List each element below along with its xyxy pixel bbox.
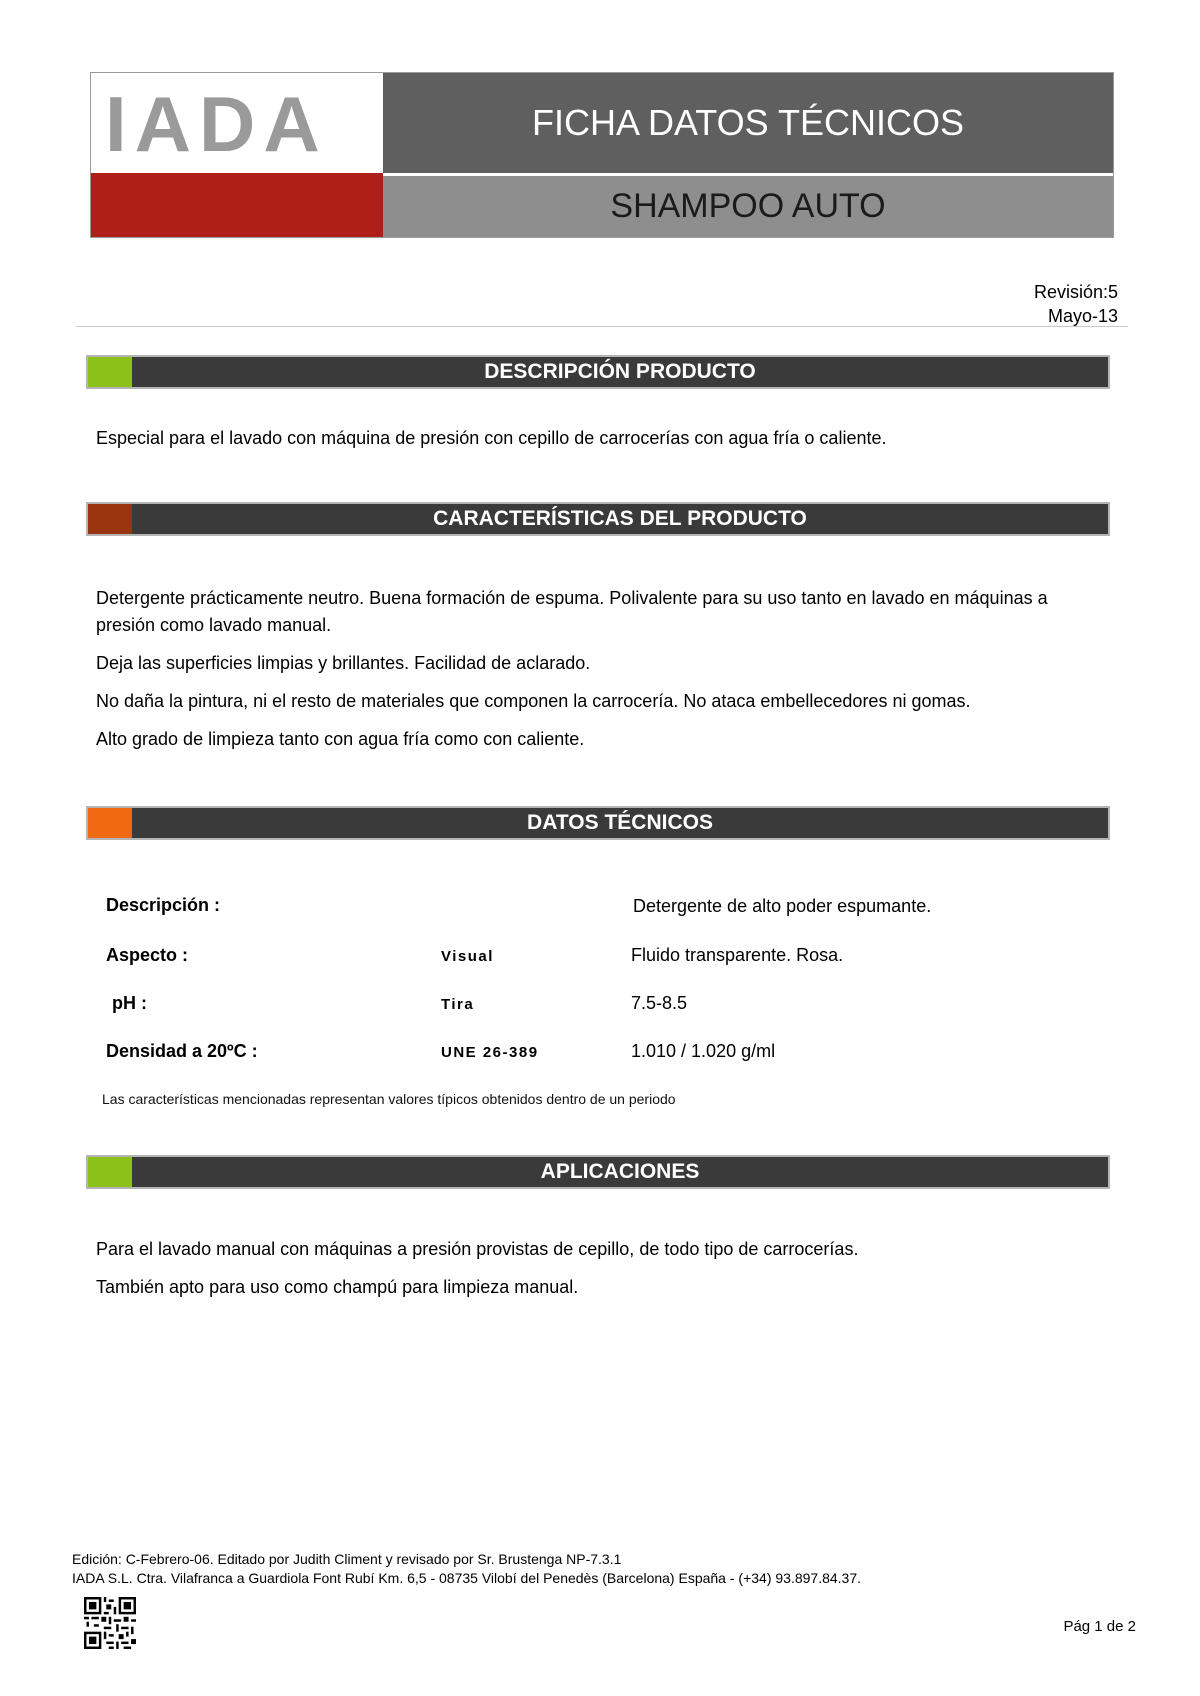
document-title: FICHA DATOS TÉCNICOS — [531, 102, 965, 143]
application-paragraph: Para el lavado manual con máquinas a presión provistas de cepillo, de todo tipo de carrocerías. — [96, 1239, 859, 1259]
section-title: APLICACIONES — [540, 1160, 700, 1183]
tech-method: UNE 26-389 — [441, 1044, 539, 1061]
section-title: DATOS TÉCNICOS — [527, 811, 713, 834]
section-accent — [88, 504, 132, 534]
tech-label: Aspecto : — [106, 945, 189, 965]
section-header-descripcion — [86, 355, 1110, 389]
section-header-aplicaciones — [86, 1155, 1110, 1189]
subtitle-box — [383, 176, 1113, 237]
tech-value: 7.5-8.5 — [631, 993, 688, 1013]
title-box — [383, 73, 1113, 173]
revision-number: Revisión:5 — [1033, 282, 1118, 302]
section-accent — [88, 357, 132, 387]
characteristic-paragraph: Deja las superficies limpias y brillantes. Facilidad de aclarado. — [96, 653, 591, 673]
tech-method: Tira — [441, 996, 475, 1013]
tech-value: Fluido transparente. Rosa. — [631, 945, 844, 965]
brand-red-band — [91, 173, 383, 237]
logo-area — [91, 73, 383, 173]
revision-date: Mayo-13 — [1047, 306, 1118, 326]
tech-label: Densidad a 20ºC : — [106, 1041, 258, 1061]
footer-address: IADA S.L. Ctra. Vilafranca a Guardiola Font Rubí Km. 6,5 - 08735 Vilobí del Penedès (Barcelona) España - (+34) 93.897.84.37. — [72, 1570, 862, 1586]
section-accent — [88, 808, 132, 838]
qr-code-icon — [84, 1597, 136, 1649]
tech-label: pH : — [112, 993, 147, 1013]
description-text: Especial para el lavado con máquina de presión con cepillo de carrocerías con agua fría o caliente. — [96, 428, 887, 448]
revision-block — [1034, 280, 1118, 328]
page-number: Pág 1 de 2 — [1063, 1618, 1136, 1635]
tech-value: 1.010 / 1.020 g/ml — [631, 1041, 776, 1061]
characteristic-paragraph: Detergente prácticamente neutro. Buena formación de espuma. Polivalente para su uso tanto en lavado en máquinas a presión como lavado manual. — [96, 588, 1048, 635]
divider — [76, 326, 1128, 327]
section-header-datos-tecnicos — [86, 806, 1110, 840]
tech-label: Descripción : — [106, 895, 221, 915]
document-header — [90, 72, 1114, 238]
footer-edition: Edición: C-Febrero-06. Editado por Judith Climent y revisado por Sr. Brustenga NP-7.3.1 — [72, 1551, 622, 1567]
section-accent — [88, 1157, 132, 1187]
typical-values-note: Las características mencionadas representan valores típicos obtenidos dentro de un periodo — [102, 1091, 676, 1107]
product-name: SHAMPOO AUTO — [610, 187, 886, 225]
characteristic-paragraph: No daña la pintura, ni el resto de materiales que componen la carrocería. No ataca embellecedores ni gomas. — [96, 691, 971, 711]
section-header-caracteristicas — [86, 502, 1110, 536]
tech-method: Visual — [441, 948, 494, 965]
application-paragraph: También apto para uso como champú para limpieza manual. — [96, 1277, 579, 1297]
section-title: DESCRIPCIÓN PRODUCTO — [484, 360, 756, 383]
company-logo: IADA — [105, 80, 328, 168]
tech-value: Detergente de alto poder espumante. — [633, 896, 932, 916]
section-title: CARACTERÍSTICAS DEL PRODUCTO — [433, 507, 807, 530]
characteristic-paragraph: Alto grado de limpieza tanto con agua fría como con caliente. — [96, 729, 585, 749]
